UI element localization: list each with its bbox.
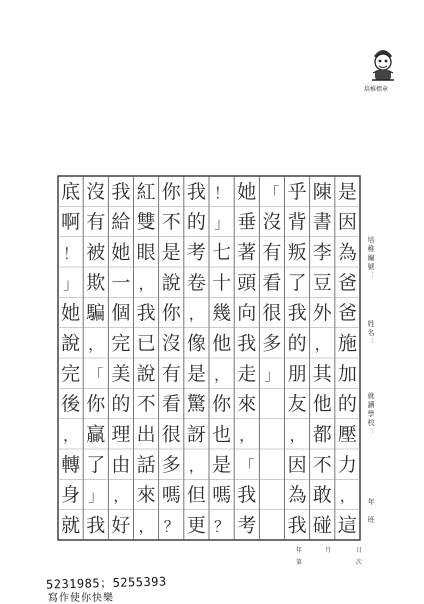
essay-column: 底啊！」她說完後，轉身就 xyxy=(61,180,81,537)
name-label: 姓名： xyxy=(367,320,375,347)
essay-column: ！」七十幾他，你也是嗎？ xyxy=(212,183,232,536)
school-label: 就讀學校： xyxy=(367,392,375,437)
essay-number-label: 培稚編號： xyxy=(367,236,375,281)
essay-column: 紅雙眼，我已說不出話來， xyxy=(136,180,156,536)
grade-label: 年 班 xyxy=(367,498,375,525)
mascot-label: 培稚標章 xyxy=(364,86,389,93)
slogan: 寫作使你快樂 xyxy=(48,593,114,604)
essay-column: 是因為爸爸施加的壓力，這 xyxy=(337,180,357,537)
essay-column: 我的考卷，像是驚訝，但更 xyxy=(186,180,206,537)
date-year-label: 年 xyxy=(296,547,303,554)
essay-column: 她垂著頭向我走來，「我考 xyxy=(237,180,257,537)
essay-column: 我給她一個完美的理由，好 xyxy=(111,180,131,537)
essay-column: 乎背叛了我的朋友，因為我 xyxy=(287,180,307,537)
order-label: 次 xyxy=(356,559,363,566)
essay-column: 沒有被欺騙，「你贏了」我 xyxy=(86,180,106,537)
essay-column: 陳書李豆外，其他都不敢碰 xyxy=(312,180,332,537)
page-label: 第 xyxy=(296,559,303,566)
date-day-label: 日 xyxy=(356,547,363,554)
id-code: 5231985；5255393 xyxy=(45,574,167,592)
essay-column: 你不是說你沒有看很多嗎？ xyxy=(161,180,181,536)
date-month-label: 月 xyxy=(325,547,332,554)
essay-column: 「沒有看很多」 xyxy=(262,183,282,384)
